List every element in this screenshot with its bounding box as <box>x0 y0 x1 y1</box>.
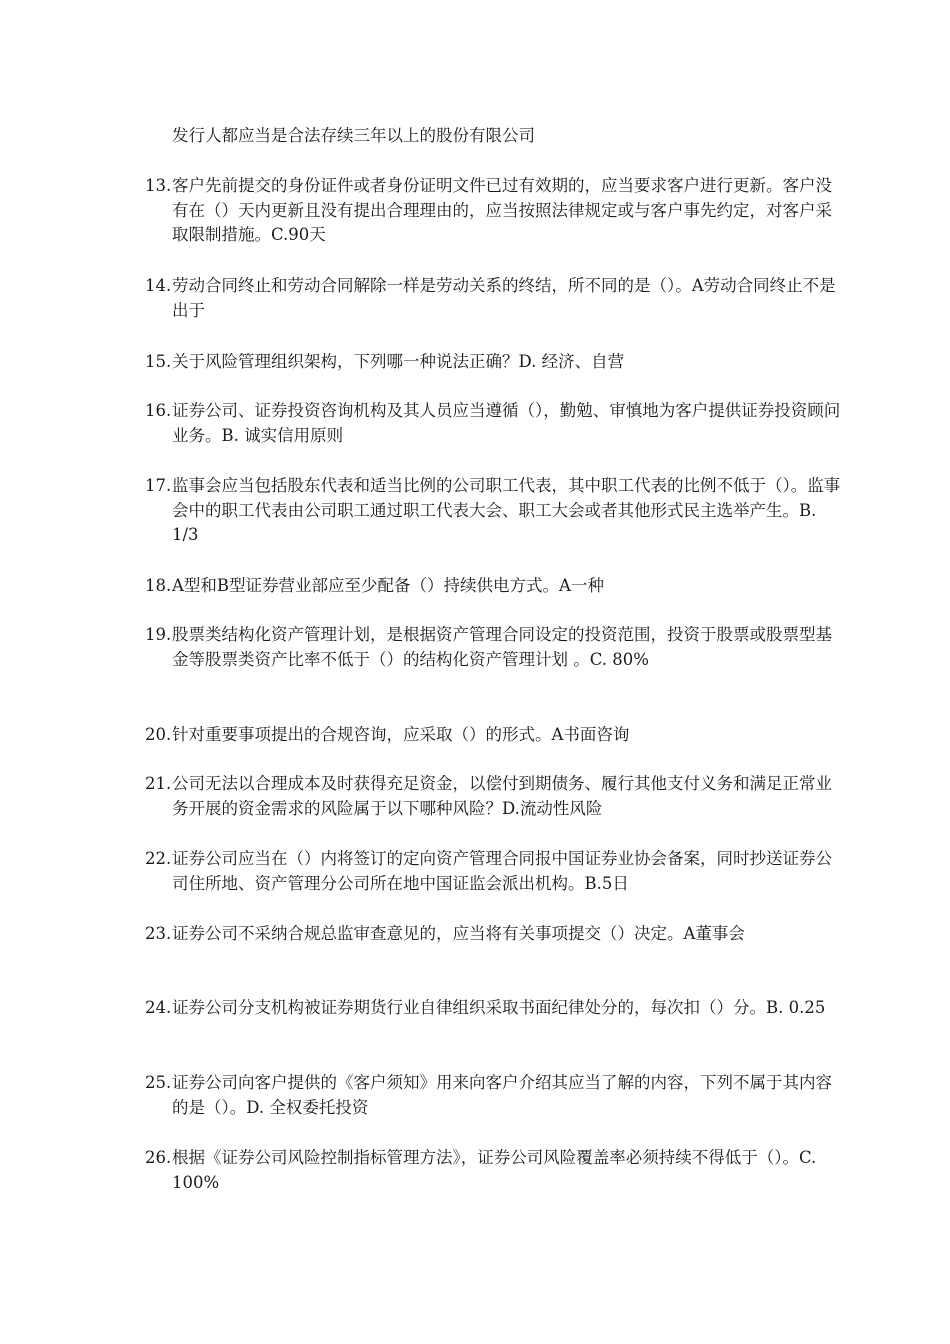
question-text: 公司无法以合理成本及时获得充足资金，以偿付到期债务、履行其他支付义务和满足正常业务开展的资金需求的风险属于以下哪种风险？D.流动性风险 <box>172 774 832 818</box>
question-number: 26. <box>145 1148 172 1167</box>
question-17 <box>145 474 842 548</box>
question-22 <box>145 847 842 896</box>
question-text: 证券公司不采纳合规总监审查意见的，应当将有关事项提交（）决定。A董事会 <box>172 924 745 943</box>
question-number: 23. <box>145 924 172 943</box>
question-20 <box>145 723 842 748</box>
question-text: 证券公司向客户提供的《客户须知》用来向客户介绍其应当了解的内容，下列不属于其内容的是（）。D. 全权委托投资 <box>172 1073 832 1117</box>
question-18 <box>145 574 842 599</box>
question-14 <box>145 274 842 323</box>
question-23 <box>145 922 842 947</box>
question-text: 劳动合同终止和劳动合同解除一样是劳动关系的终结，所不同的是（）。A劳动合同终止不是出于 <box>172 276 836 320</box>
question-15 <box>145 350 842 375</box>
question-text: 监事会应当包括股东代表和适当比例的公司职工代表，其中职工代表的比例不低于（）。监事会中的职工代表由公司职工通过职工代表大会、职工大会或者其他形式民主选举产生。B. 1/3 <box>172 476 841 544</box>
question-text: 客户先前提交的身份证件或者身份证明文件已过有效期的，应当要求客户进行更新。客户没有在（）天内更新且没有提出合理理由的，应当按照法律规定或与客户事先约定，对客户采取限制措施。C.90天 <box>172 176 832 244</box>
question-21 <box>145 772 842 821</box>
question-text: 证券公司分支机构被证券期货行业自律组织采取书面纪律处分的，每次扣（）分。B. 0.25 <box>172 998 826 1017</box>
question-26 <box>145 1146 842 1195</box>
question-24 <box>145 996 842 1021</box>
question-number: 15. <box>145 352 172 371</box>
question-13 <box>145 174 842 248</box>
question-16 <box>145 399 842 448</box>
question-number: 24. <box>145 998 172 1017</box>
question-text: 股票类结构化资产管理计划，是根据资产管理合同设定的投资范围，投资于股票或股票型基金等股票类资产比率不低于（）的结构化资产管理计划 。C. 80% <box>172 625 832 669</box>
question-number: 17. <box>145 476 172 495</box>
continuation-text: 发行人都应当是合法存续三年以上的股份有限公司 <box>172 126 535 145</box>
question-number: 18. <box>145 576 172 595</box>
question-text: 证券公司应当在（）内将签订的定向资产管理合同报中国证券业协会备案，同时抄送证券公司住所地、资产管理分公司所在地中国证监会派出机构。B.5日 <box>172 849 832 893</box>
question-number: 16. <box>145 401 172 420</box>
question-text: 关于风险管理组织架构，下列哪一种说法正确？D. 经济、自营 <box>172 352 625 371</box>
question-number: 19. <box>145 625 172 644</box>
question-number: 20. <box>145 725 172 744</box>
question-number: 25. <box>145 1073 172 1092</box>
question-number: 21. <box>145 774 172 793</box>
question-number: 13. <box>145 176 172 195</box>
question-text: 证券公司、证券投资咨询机构及其人员应当遵循（），勤勉、审慎地为客户提供证券投资顾问业务。B. 诚实信用原则 <box>172 401 841 445</box>
question-text: A型和B型证券营业部应至少配备（）持续供电方式。A一种 <box>172 576 604 595</box>
question-text: 针对重要事项提出的合规咨询，应采取（）的形式。A书面咨询 <box>172 725 630 744</box>
question-number: 14. <box>145 276 172 295</box>
question-19 <box>145 623 842 672</box>
question-text: 根据《证券公司风险控制指标管理方法》，证券公司风险覆盖率必须持续不得低于（）。C. 100% <box>172 1148 817 1192</box>
question-number: 22. <box>145 849 172 868</box>
question-25 <box>145 1071 842 1120</box>
